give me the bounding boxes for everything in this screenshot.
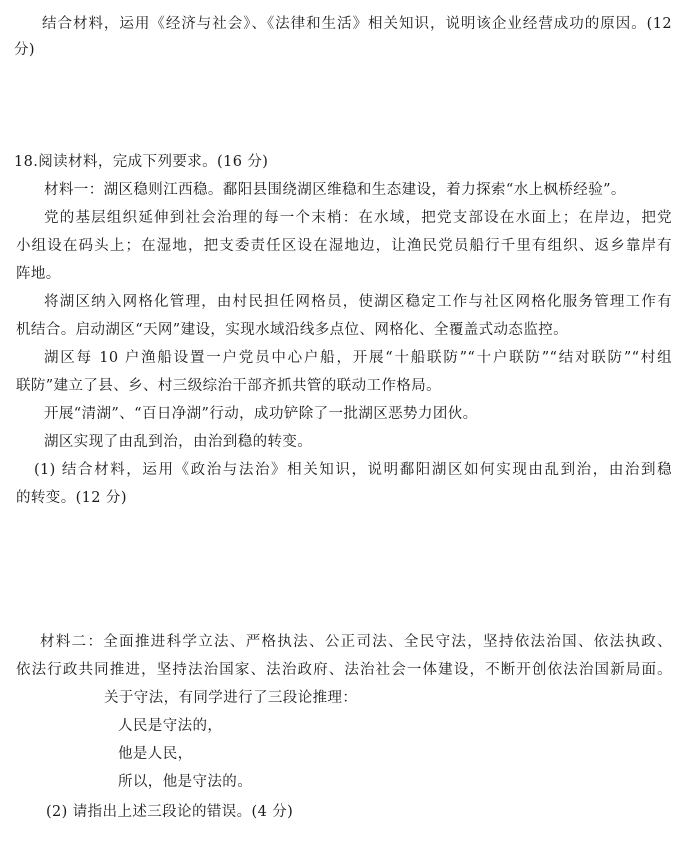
material1-grid-line-1: 将湖区纳入网格化管理，由村民担任网格员，使湖区稳定工作与社区网格化服务管理工作有 (44, 294, 672, 310)
syllogism-conclusion: 所以，他是守法的。 (118, 774, 253, 790)
material2-line-1: 材料二：全面推进科学立法、严格执法、公正司法、全民守法，坚持依法治国、依法执政、 (40, 634, 672, 650)
material2-line-2: 依法行政共同推进，坚持法治国家、法治政府、法治社会一体建设，不断开创依法治国新局面。 (16, 662, 672, 678)
q17-question-line-2: 分) (14, 42, 35, 58)
material1-boat-line-2: 联防”建立了县、乡、村三级综治干部齐抓共管的联动工作格局。 (16, 378, 442, 394)
q18-heading: 18.阅读材料，完成下列要求。(16 分) (14, 154, 269, 170)
material1-intro: 材料一：湖区稳则江西稳。鄱阳县围绕湖区维稳和生态建设，着力探索“水上枫桥经验”。 (44, 182, 626, 198)
question1-line-1: (1) 结合材料，运用《政治与法治》相关知识，说明鄱阳湖区如何实现由乱到治，由治到稳 (34, 462, 672, 478)
syllogism-major-premise: 人民是守法的， (118, 718, 223, 734)
material1-party-line-1: 党的基层组织延伸到社会治理的每一个末梢：在水域，把党支部设在水面上；在岸边，把党 (44, 210, 672, 226)
material1-result: 湖区实现了由乱到治，由治到稳的转变。 (44, 434, 313, 450)
material1-party-line-2: 小组设在码头上；在湿地，把支委责任区设在湿地边，让渔民党员船行千里有组织、返乡靠岸有 (16, 238, 672, 254)
q17-question-line-1: 结合材料，运用《经济与社会》、《法律和生活》相关知识，说明该企业经营成功的原因。(12 (42, 16, 672, 32)
syllogism-intro: 关于守法，有同学进行了三段论推理： (104, 690, 358, 706)
material1-grid-line-2: 机结合。启动湖区“天网”建设，实现水域沿线多点位、网格化、全覆盖式动态监控。 (16, 322, 569, 338)
syllogism-minor-premise: 他是人民， (118, 746, 193, 762)
material1-clean-lake: 开展“清湖”、“百日净湖”行动，成功铲除了一批湖区恶势力团伙。 (44, 406, 478, 422)
question1-line-2: 的转变。(12 分) (16, 490, 127, 506)
material1-party-line-3: 阵地。 (16, 266, 61, 282)
question2: (2) 请指出上述三段论的错误。(4 分) (46, 804, 294, 820)
material1-boat-line-1: 湖区每 10 户渔船设置一户党员中心户船，开展“十船联防”“十户联防”“结对联防”“村组 (44, 350, 672, 366)
